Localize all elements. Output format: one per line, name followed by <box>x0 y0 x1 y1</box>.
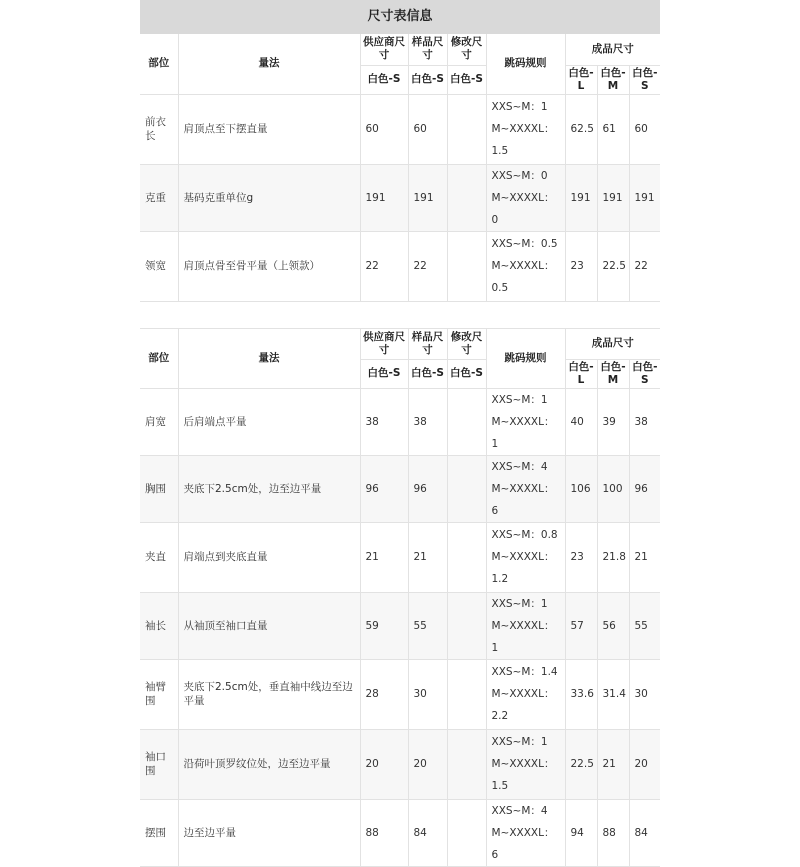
cell-supplier: 191 <box>360 164 408 231</box>
cell-finished-m: 100 <box>597 455 629 522</box>
header-finished-m: 白色-M <box>597 65 629 94</box>
header-finished: 成品尺寸 <box>565 34 660 65</box>
cell-sample: 30 <box>408 659 447 729</box>
cell-sample: 84 <box>408 799 447 866</box>
cell-finished-l: 23 <box>565 522 597 592</box>
cell-supplier: 88 <box>360 799 408 866</box>
cell-modified <box>447 592 486 659</box>
rule-line: M~XXXXL：1.5 <box>491 123 555 157</box>
header-finished-m: 白色-M <box>597 359 629 388</box>
cell-modified <box>447 231 486 301</box>
cell-rule <box>486 94 565 164</box>
cell-finished-l: 33.6 <box>565 659 597 729</box>
cell-method: 夹底下2.5cm处，垂直袖中线边至边平量 <box>178 659 360 729</box>
rule-line: XXS~M：4 <box>491 804 548 817</box>
cell-finished-m: 56 <box>597 592 629 659</box>
cell-part: 肩宽 <box>140 388 178 455</box>
cell-modified <box>447 729 486 799</box>
cell-finished-m: 191 <box>597 164 629 231</box>
rule-line: XXS~M：0 <box>491 169 548 182</box>
rule-line: M~XXXXL：1 <box>491 415 555 450</box>
table-row <box>140 94 660 164</box>
cell-finished-s: 84 <box>629 799 660 866</box>
table-row <box>140 592 660 659</box>
cell-supplier: 60 <box>360 94 408 164</box>
cell-rule <box>486 388 565 455</box>
cell-sample: 22 <box>408 231 447 301</box>
header-method: 量法 <box>178 328 360 388</box>
cell-method: 肩顶点至下摆直量 <box>178 94 360 164</box>
cell-rule <box>486 522 565 592</box>
rule-line: XXS~M：1 <box>491 101 548 113</box>
cell-finished-m: 21.8 <box>597 522 629 592</box>
cell-supplier: 20 <box>360 729 408 799</box>
rule-line: M~XXXXL：1.5 <box>491 758 555 792</box>
cell-modified <box>447 388 486 455</box>
rule-line: XXS~M：0.8 <box>491 529 558 541</box>
header-supplier: 供应商尺寸 <box>360 34 408 65</box>
size-table-1 <box>140 34 660 302</box>
cell-finished-l: 62.5 <box>565 94 597 164</box>
cell-method: 夹底下2.5cm处，边至边平量 <box>178 455 360 522</box>
cell-finished-l: 40 <box>565 388 597 455</box>
cell-part: 胸围 <box>140 455 178 522</box>
cell-part: 前衣长 <box>140 94 178 164</box>
size-table-2 <box>140 328 660 867</box>
header-supplier: 供应商尺寸 <box>360 328 408 359</box>
rule-line: XXS~M：1 <box>491 393 548 406</box>
cell-finished-s: 96 <box>629 455 660 522</box>
cell-sample: 38 <box>408 388 447 455</box>
rule-line: XXS~M：1.4 <box>491 666 558 678</box>
header-rule: 跳码规则 <box>486 328 565 388</box>
cell-modified <box>447 94 486 164</box>
cell-supplier: 59 <box>360 592 408 659</box>
cell-finished-l: 23 <box>565 231 597 301</box>
rule-line: M~XXXXL：1.2 <box>491 551 555 585</box>
cell-sample: 96 <box>408 455 447 522</box>
cell-method: 沿荷叶顶罗纹位处，边至边平量 <box>178 729 360 799</box>
table-row <box>140 388 660 455</box>
cell-method: 肩顶点骨至骨平量（上领款） <box>178 231 360 301</box>
cell-supplier: 96 <box>360 455 408 522</box>
cell-rule <box>486 659 565 729</box>
cell-part: 摆围 <box>140 799 178 866</box>
cell-finished-s: 38 <box>629 388 660 455</box>
cell-modified <box>447 164 486 231</box>
cell-sample: 21 <box>408 522 447 592</box>
rule-line: XXS~M：1 <box>491 736 548 748</box>
table-row <box>140 799 660 866</box>
table-row <box>140 659 660 729</box>
cell-part: 克重 <box>140 164 178 231</box>
header-method: 量法 <box>178 34 360 94</box>
cell-finished-l: 22.5 <box>565 729 597 799</box>
rule-line: M~XXXXL：6 <box>491 482 555 517</box>
cell-rule <box>486 729 565 799</box>
cell-supplier: 22 <box>360 231 408 301</box>
header-part: 部位 <box>140 34 178 94</box>
header-sample: 样品尺寸 <box>408 34 447 65</box>
cell-modified <box>447 799 486 866</box>
cell-supplier: 38 <box>360 388 408 455</box>
rule-line: XXS~M：0.5 <box>491 238 558 250</box>
cell-method: 肩端点到夹底直量 <box>178 522 360 592</box>
cell-finished-m: 39 <box>597 388 629 455</box>
size-chart-page <box>140 0 660 867</box>
table-row <box>140 522 660 592</box>
header-modified-size: 白色-S <box>447 65 486 94</box>
cell-rule <box>486 164 565 231</box>
cell-part: 袖口围 <box>140 729 178 799</box>
cell-finished-s: 60 <box>629 94 660 164</box>
cell-method: 边至边平量 <box>178 799 360 866</box>
header-supplier-size: 白色-S <box>360 65 408 94</box>
header-finished: 成品尺寸 <box>565 328 660 359</box>
header-finished-s: 白色-S <box>629 359 660 388</box>
table-row <box>140 729 660 799</box>
cell-part: 袖长 <box>140 592 178 659</box>
table-row <box>140 455 660 522</box>
cell-sample: 55 <box>408 592 447 659</box>
header-finished-s: 白色-S <box>629 65 660 94</box>
rule-line: XXS~M：4 <box>491 460 548 473</box>
cell-finished-m: 21 <box>597 729 629 799</box>
cell-finished-s: 55 <box>629 592 660 659</box>
header-modified: 修改尺寸 <box>447 34 486 65</box>
cell-sample: 191 <box>408 164 447 231</box>
cell-finished-s: 21 <box>629 522 660 592</box>
header-finished-l: 白色-L <box>565 359 597 388</box>
header-modified-size: 白色-S <box>447 359 486 388</box>
cell-rule <box>486 231 565 301</box>
header-sample-size: 白色-S <box>408 65 447 94</box>
cell-method: 从袖顶至袖口直量 <box>178 592 360 659</box>
cell-part: 领宽 <box>140 231 178 301</box>
cell-part: 袖臂围 <box>140 659 178 729</box>
cell-finished-s: 22 <box>629 231 660 301</box>
table-row <box>140 231 660 301</box>
cell-modified <box>447 659 486 729</box>
cell-finished-s: 191 <box>629 164 660 231</box>
cell-rule <box>486 592 565 659</box>
table-row <box>140 164 660 231</box>
cell-finished-l: 57 <box>565 592 597 659</box>
rule-line: M~XXXXL：1 <box>491 619 555 654</box>
cell-finished-l: 106 <box>565 455 597 522</box>
cell-rule <box>486 455 565 522</box>
header-finished-l: 白色-L <box>565 65 597 94</box>
cell-finished-l: 191 <box>565 164 597 231</box>
header-sample-size: 白色-S <box>408 359 447 388</box>
cell-modified <box>447 455 486 522</box>
header-sample: 样品尺寸 <box>408 328 447 359</box>
cell-finished-s: 30 <box>629 659 660 729</box>
cell-supplier: 21 <box>360 522 408 592</box>
rule-line: M~XXXXL：6 <box>491 826 555 861</box>
rule-line: XXS~M：1 <box>491 597 548 610</box>
cell-method: 后肩端点平量 <box>178 388 360 455</box>
header-part: 部位 <box>140 328 178 388</box>
cell-method: 基码克重单位g <box>178 164 360 231</box>
cell-sample: 20 <box>408 729 447 799</box>
rule-line: M~XXXXL：0 <box>491 191 555 226</box>
cell-rule <box>486 799 565 866</box>
header-rule: 跳码规则 <box>486 34 565 94</box>
header-modified: 修改尺寸 <box>447 328 486 359</box>
cell-finished-m: 22.5 <box>597 231 629 301</box>
cell-finished-m: 61 <box>597 94 629 164</box>
rule-line: M~XXXXL：2.2 <box>491 688 555 722</box>
cell-supplier: 28 <box>360 659 408 729</box>
cell-finished-m: 31.4 <box>597 659 629 729</box>
header-supplier-size: 白色-S <box>360 359 408 388</box>
cell-modified <box>447 522 486 592</box>
page-title: 尺寸表信息 <box>140 0 660 34</box>
cell-finished-s: 20 <box>629 729 660 799</box>
cell-finished-l: 94 <box>565 799 597 866</box>
cell-finished-m: 88 <box>597 799 629 866</box>
cell-sample: 60 <box>408 94 447 164</box>
cell-part: 夹直 <box>140 522 178 592</box>
rule-line: M~XXXXL：0.5 <box>491 260 555 294</box>
